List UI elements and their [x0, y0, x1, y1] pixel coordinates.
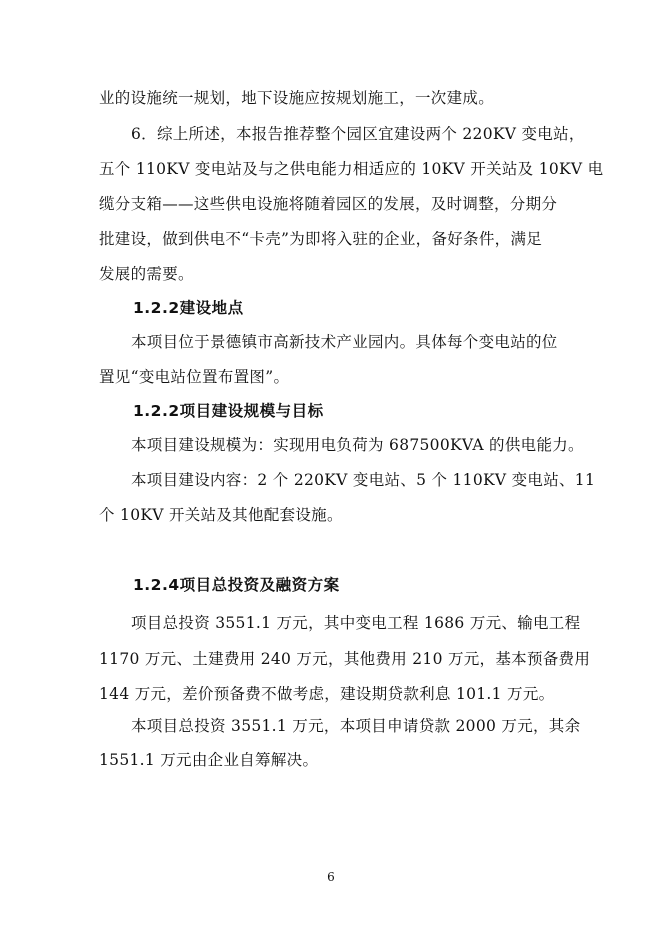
section-heading-location: 1.2.2建设地点 — [133, 299, 244, 317]
paragraph-line: 1551.1 万元由企业自筹解决。 — [99, 751, 319, 769]
paragraph-line: 本项目位于景德镇市高新技术产业园内。具体每个变电站的位 — [131, 333, 558, 351]
paragraph-line: 本项目建设规模为：实现用电负荷为 687500KVA 的供电能力。 — [131, 436, 584, 454]
paragraph-line: 144 万元，差价预备费不做考虑，建设期贷款利息 101.1 万元。 — [99, 685, 555, 703]
paragraph-line: 置见“变电站位置布置图”。 — [99, 368, 290, 386]
paragraph-line: 6．综上所述，本报告推荐整个园区宜建设两个 220KV 变电站， — [131, 125, 585, 143]
section-heading-scale: 1.2.2项目建设规模与目标 — [133, 402, 324, 420]
paragraph-line: 个 10KV 开关站及其他配套设施。 — [99, 506, 343, 524]
paragraph-line: 批建设，做到供电不“卡壳”为即将入驻的企业，备好条件，满足 — [99, 230, 543, 248]
page-number: 6 — [327, 870, 335, 884]
paragraph-line: 1170 万元、土建费用 240 万元，其他费用 210 万元，基本预备费用 — [99, 650, 591, 668]
paragraph-line: 缆分支箱——这些供电设施将随着园区的发展，及时调整，分期分 — [99, 195, 558, 213]
section-heading-investment: 1.2.4项目总投资及融资方案 — [133, 576, 340, 594]
paragraph-line: 五个 110KV 变电站及与之供电能力相适应的 10KV 开关站及 10KV 电 — [99, 160, 604, 178]
paragraph-line: 项目总投资 3551.1 万元，其中变电工程 1686 万元、输电工程 — [131, 614, 581, 632]
paragraph-line: 本项目建设内容：2 个 220KV 变电站、5 个 110KV 变电站、11 — [131, 471, 596, 489]
paragraph-line: 业的设施统一规划，地下设施应按规划施工，一次建成。 — [99, 89, 495, 107]
paragraph-line: 本项目总投资 3551.1 万元，本项目申请贷款 2000 万元，其余 — [131, 717, 581, 735]
paragraph-line: 发展的需要。 — [99, 265, 194, 283]
